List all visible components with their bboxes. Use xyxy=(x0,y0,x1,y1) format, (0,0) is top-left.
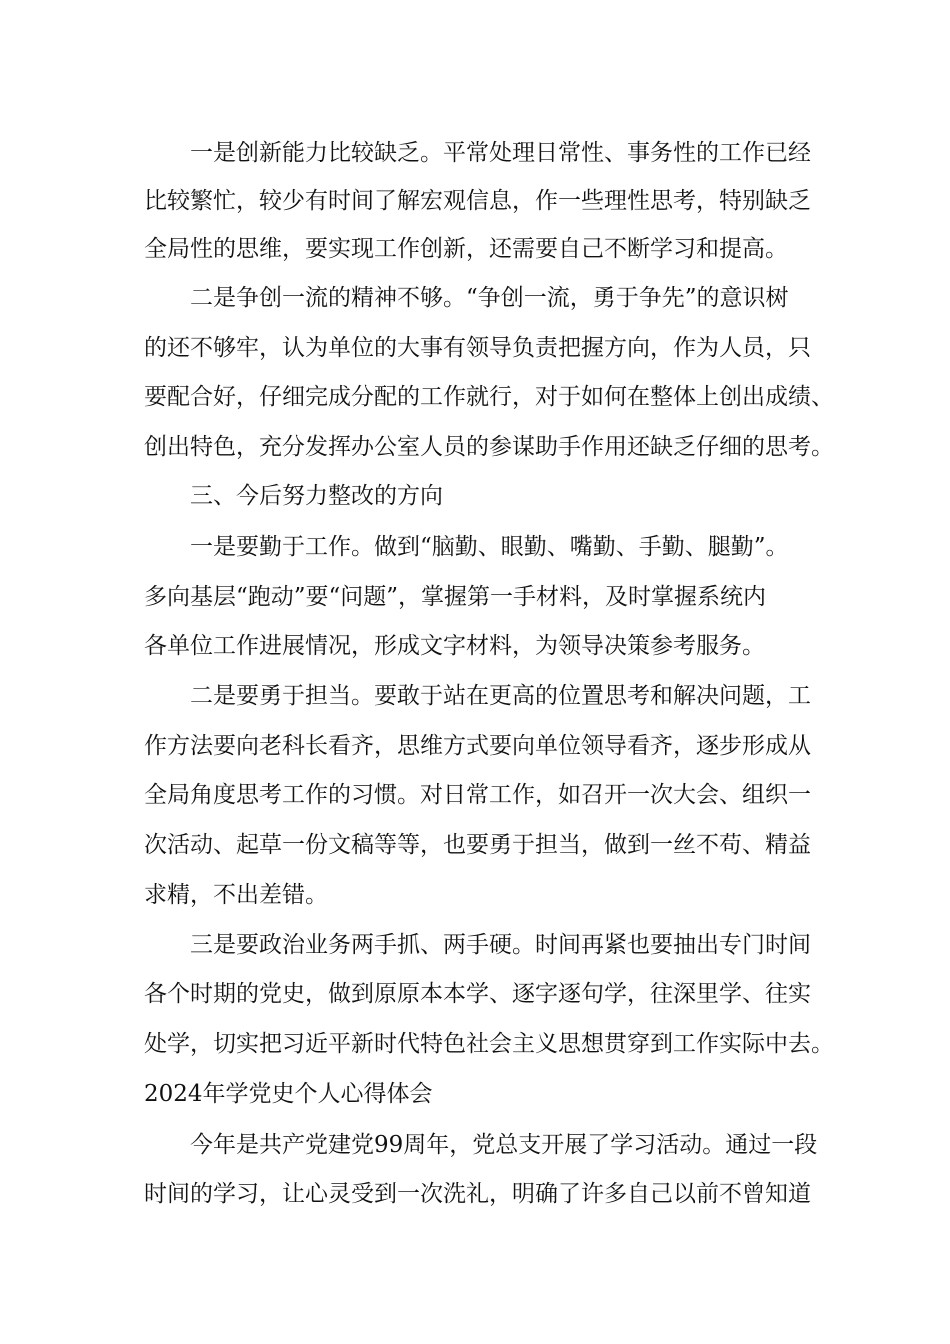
section-heading: 三、今后努力整改的方向 xyxy=(190,483,443,509)
paragraph-line: 处学，切实把习近平新时代特色社会主义思想贯穿到工作实际中去。 xyxy=(144,1031,834,1057)
paragraph-line: 二是争创一流的精神不够。“争创一流，勇于争先”的意识树 xyxy=(190,285,789,311)
paragraph-line: 一是创新能力比较缺乏。平常处理日常性、事务性的工作已经 xyxy=(190,140,811,166)
paragraph-line: 求精，不出差错。 xyxy=(144,882,328,908)
paragraph-line: 各个时期的党史，做到原原本本学、逐字逐句学，往深里学、往实 xyxy=(144,981,811,1007)
paragraph-line: 全局性的思维，要实现工作创新，还需要自己不断学习和提高。 xyxy=(144,236,788,262)
paragraph-line: 二是要勇于担当。要敢于站在更高的位置思考和解决问题，工 xyxy=(190,683,811,709)
paragraph-line: 比较繁忙，较少有时间了解宏观信息，作一些理性思考，特别缺乏 xyxy=(144,188,811,214)
paragraph-line: 的还不够牢，认为单位的大事有领导负责把握方向，作为人员，只 xyxy=(144,335,811,361)
paragraph-line: 各单位工作进展情况，形成文字材料，为领导决策参考服务。 xyxy=(144,633,765,659)
paragraph-line: 作方法要向老科长看齐，思维方式要向单位领导看齐，逐步形成从 xyxy=(144,733,811,759)
paragraph-line: 创出特色，充分发挥办公室人员的参谋助手作用还缺乏仔细的思考。 xyxy=(144,434,834,460)
paragraph-line: 一是要勤于工作。做到“脑勤、眼勤、嘴勤、手勤、腿勤”。 xyxy=(190,534,789,560)
paragraph-line: 今年是共产党建党99周年，党总支开展了学习活动。通过一段 xyxy=(190,1132,818,1158)
paragraph-line: 多向基层“跑动”要“问题”，掌握第一手材料，及时掌握系统内 xyxy=(144,584,767,610)
paragraph-line: 全局角度思考工作的习惯。对日常工作，如召开一次大会、组织一 xyxy=(144,782,811,808)
paragraph-line: 要配合好，仔细完成分配的工作就行，对于如何在整体上创出成绩、 xyxy=(144,384,834,410)
paragraph-line: 次活动、起草一份文稿等等，也要勇于担当，做到一丝不苟、精益 xyxy=(144,832,811,858)
paragraph-line: 三是要政治业务两手抓、两手硬。时间再紧也要抽出专门时间 xyxy=(190,932,811,958)
paragraph-line: 时间的学习，让心灵受到一次洗礼，明确了许多自己以前不曾知道 xyxy=(144,1181,811,1207)
document-title: 2024年学党史个人心得体会 xyxy=(144,1081,433,1107)
